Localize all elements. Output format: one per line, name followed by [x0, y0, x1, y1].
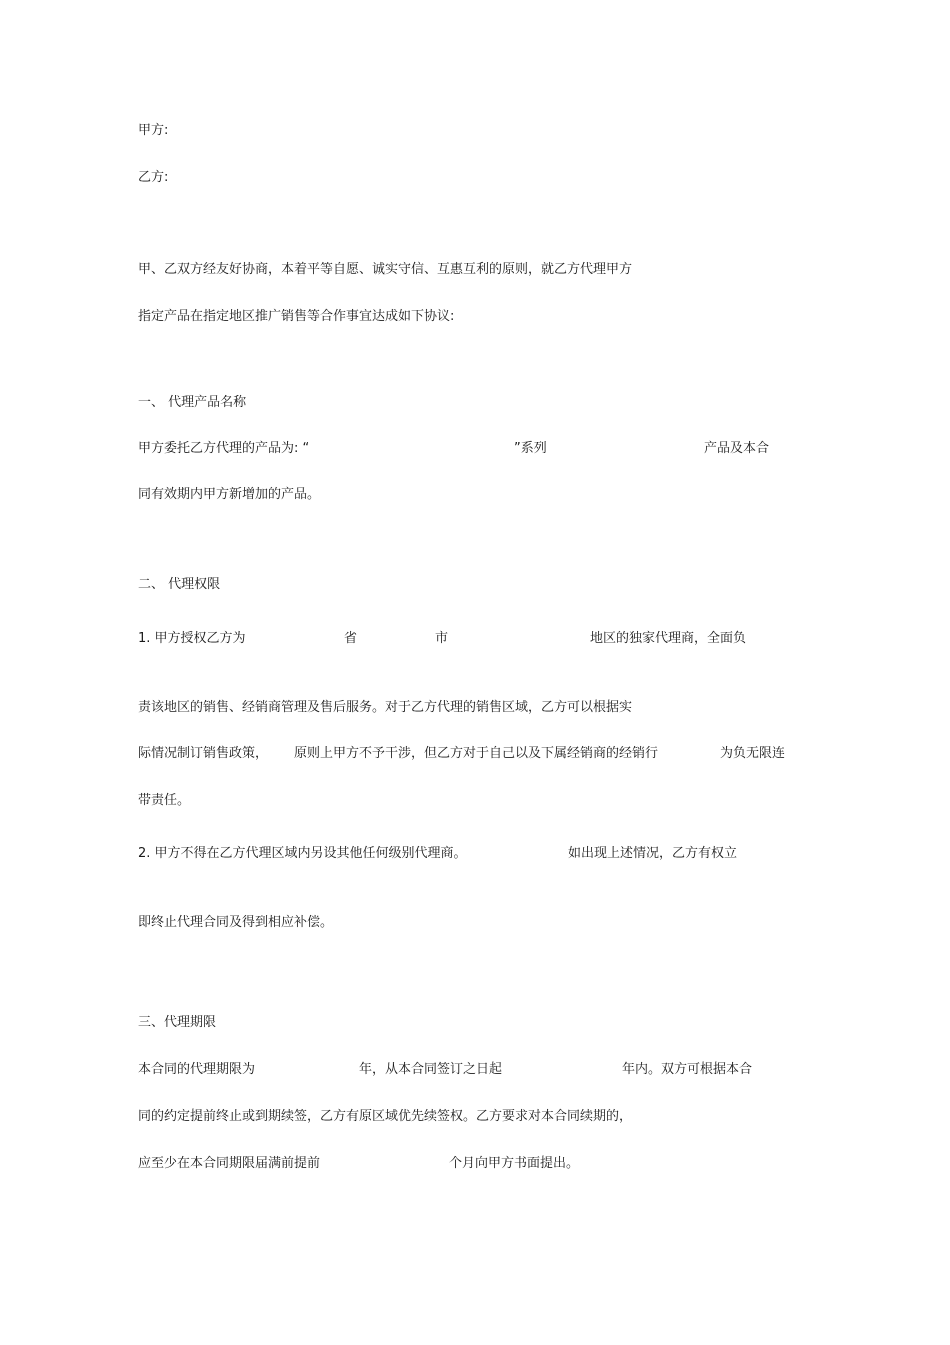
section-3-line-3-b: 个月向甲方书面提出。 [449, 1156, 580, 1171]
section-2-item-1-d: 地区的独家代理商，全面负 [590, 631, 747, 646]
section-3-line-1-b: 年，从本合同签订之日起 [359, 1062, 503, 1077]
party-a-label: 甲方: [138, 123, 169, 138]
section-2-item-1-city: 市 [435, 631, 449, 646]
section-2-item-1-a: 1. 甲方授权乙方为 [138, 631, 246, 646]
section-2-item-1-line-4: 带责任。 [138, 793, 191, 808]
intro-line-1: 甲、乙双方经友好协商，本着平等自愿、诚实守信、互惠互利的原则，就乙方代理甲方 [138, 262, 633, 277]
intro-line-2: 指定产品在指定地区推广销售等合作事宜达成如下协议: [138, 309, 455, 324]
section-3-line-1-c: 年内。双方可根据本合 [622, 1062, 753, 1077]
section-2-item-1-province: 省 [344, 631, 358, 646]
section-1-line-1-b: ”系列 [514, 441, 547, 456]
party-b-label: 乙方: [138, 170, 169, 185]
section-3-line-1-a: 本合同的代理期限为 [138, 1062, 256, 1077]
section-3-line-2: 同的约定提前终止或到期续签，乙方有原区域优先续签权。乙方要求对本合同续期的， [138, 1109, 633, 1124]
section-1-line-1-a: 甲方委托乙方代理的产品为: “ [138, 441, 310, 456]
section-3-heading: 三、代理期限 [138, 1015, 217, 1030]
section-2-item-2-line-2: 即终止代理合同及得到相应补偿。 [138, 915, 334, 930]
section-2-item-1-line-3-a: 际情况制订销售政策， [138, 746, 269, 761]
section-3-line-3-a: 应至少在本合同期限届满前提前 [138, 1156, 321, 1171]
section-1-heading: 一、 代理产品名称 [138, 395, 247, 410]
section-2-item-2-a: 2. 甲方不得在乙方代理区域内另设其他任何级别代理商。 [138, 846, 467, 861]
section-2-item-1-line-3-c: 为负无限连 [720, 746, 786, 761]
section-2-item-1-line-2: 责该地区的销售、经销商管理及售后服务。对于乙方代理的销售区域，乙方可以根据实 [138, 700, 633, 715]
section-1-line-1-c: 产品及本合 [704, 441, 770, 456]
section-1-line-2: 同有效期内甲方新增加的产品。 [138, 487, 321, 502]
section-2-heading: 二、 代理权限 [138, 577, 221, 592]
section-2-item-1-line-3-b: 原则上甲方不予干涉，但乙方对于自己以及下属经销商的经销行 [294, 746, 659, 761]
section-2-item-2-b: 如出现上述情况，乙方有权立 [568, 846, 738, 861]
